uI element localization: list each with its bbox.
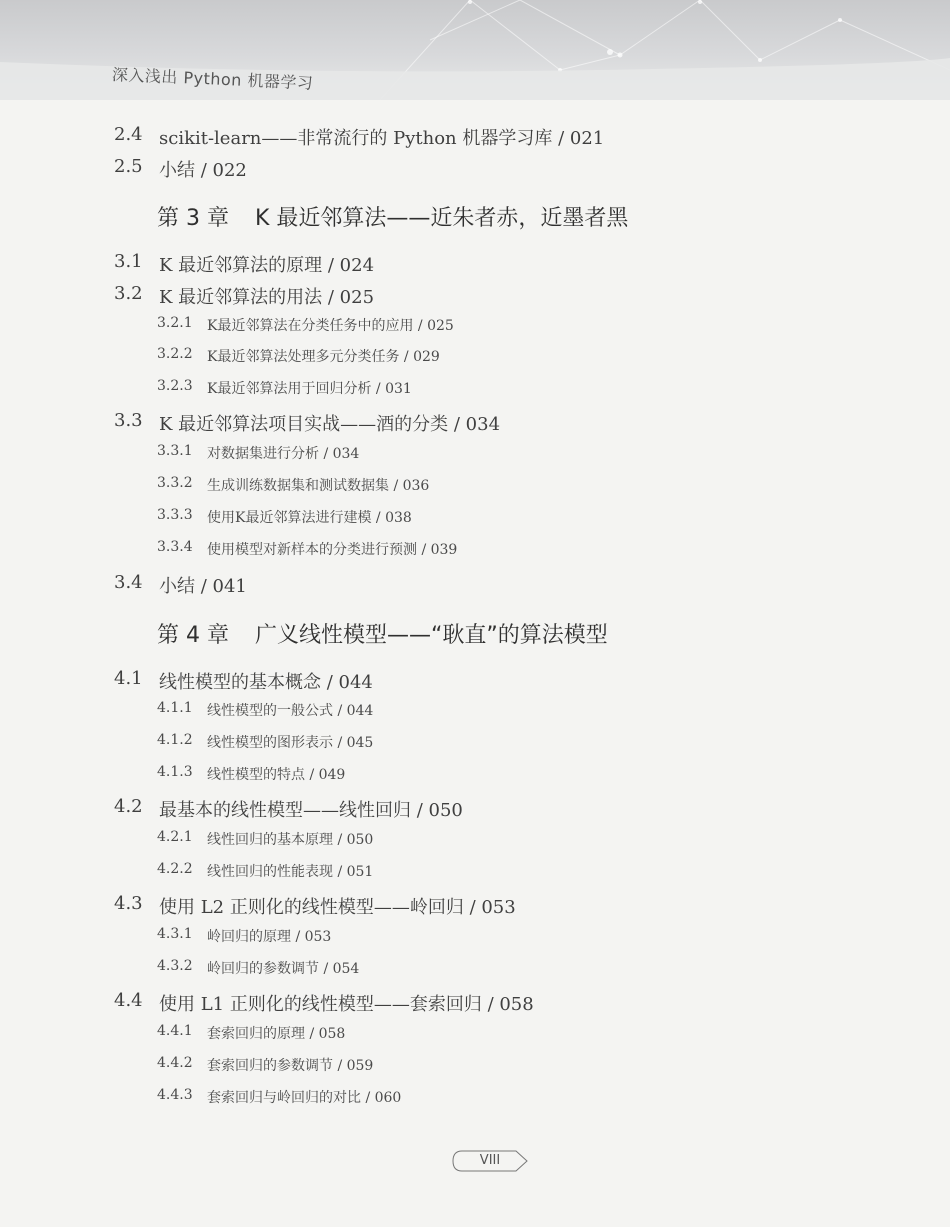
subsection-number: 4.2.1 [157,829,193,845]
chapter-title: K 最近邻算法——近朱者赤，近墨者黑 [254,206,629,231]
subsection-number: 4.4.1 [157,1023,193,1039]
section-title: 使用 L2 正则化的线性模型——岭回归 / 053 [159,897,516,918]
section-number: 4.2 [114,796,143,817]
section-title: K 最近邻算法项目实战——酒的分类 / 034 [159,414,501,435]
section-title: K 最近邻算法的原理 / 024 [159,255,375,276]
section-number: 3.1 [114,251,143,272]
subsection-title: K最近邻算法处理多元分类任务 / 029 [207,349,440,365]
section-number: 4.1 [114,668,143,689]
subsection-title: 线性模型的图形表示 / 045 [207,735,374,751]
subsection-title: 使用模型对新样本的分类进行预测 / 039 [207,542,458,558]
subsection-title: 线性模型的一般公式 / 044 [207,703,374,719]
section-number: 4.4 [114,990,143,1011]
subsection-number: 3.3.4 [157,539,193,555]
subsection-title: 套索回归的参数调节 / 059 [207,1058,374,1074]
subsection-title: K最近邻算法在分类任务中的应用 / 025 [207,318,454,334]
subsection-number: 3.2.3 [157,378,193,394]
subsection-number: 3.3.1 [157,443,193,459]
section-title: K 最近邻算法的用法 / 025 [159,287,375,308]
subsection-number: 3.2.2 [157,346,193,362]
subsection-number: 4.1.1 [157,700,193,716]
section-title: 使用 L1 正则化的线性模型——套索回归 / 058 [159,994,534,1015]
section-number: 2.4 [114,124,143,145]
section-title: 线性模型的基本概念 / 044 [159,672,373,693]
subsection-title: 线性回归的性能表现 / 051 [207,864,374,880]
subsection-number: 4.4.2 [157,1055,193,1071]
subsection-number: 4.1.3 [157,764,193,780]
subsection-title: 线性模型的特点 / 049 [207,767,346,783]
subsection-number: 4.3.2 [157,958,193,974]
chapter-heading[interactable] [157,201,628,232]
section-number: 4.3 [114,893,143,914]
chapter-label: 第 4 章 [157,623,229,648]
section-title: 小结 / 022 [159,160,247,181]
book-title: 深入浅出 Python 机器学习 [111,65,314,93]
subsection-title: 生成训练数据集和测试数据集 / 036 [207,478,430,494]
section-title: 小结 / 041 [159,576,247,597]
subsection-number: 3.3.3 [157,507,193,523]
section-number: 2.5 [114,156,143,177]
subsection-number: 4.1.2 [157,732,193,748]
subsection-title: 使用K最近邻算法进行建模 / 038 [207,510,412,526]
subsection-number: 4.3.1 [157,926,193,942]
chapter-title: 广义线性模型——“耿直”的算法模型 [254,623,608,648]
subsection-title: K最近邻算法用于回归分析 / 031 [207,381,412,397]
section-title: scikit-learn——非常流行的 Python 机器学习库 / 021 [159,128,605,149]
section-number: 3.4 [114,572,143,593]
subsection-title: 岭回归的原理 / 053 [207,929,332,945]
subsection-number: 4.2.2 [157,861,193,877]
subsection-title: 线性回归的基本原理 / 050 [207,832,374,848]
subsection-title: 套索回归的原理 / 058 [207,1026,346,1042]
header-band [0,0,950,100]
chapter-label: 第 3 章 [157,206,229,231]
subsection-number: 4.4.3 [157,1087,193,1103]
page-number-badge [452,1150,528,1172]
subsection-title: 岭回归的参数调节 / 054 [207,961,360,977]
section-number: 3.3 [114,410,143,431]
section-title: 最基本的线性模型——线性回归 / 050 [159,800,463,821]
subsection-title: 套索回归与岭回归的对比 / 060 [207,1090,402,1106]
section-number: 3.2 [114,283,143,304]
page-number: VIII [479,1153,501,1168]
subsection-number: 3.3.2 [157,475,193,491]
subsection-number: 3.2.1 [157,315,193,331]
subsection-title: 对数据集进行分析 / 034 [207,446,360,462]
chapter-heading[interactable] [157,618,608,649]
